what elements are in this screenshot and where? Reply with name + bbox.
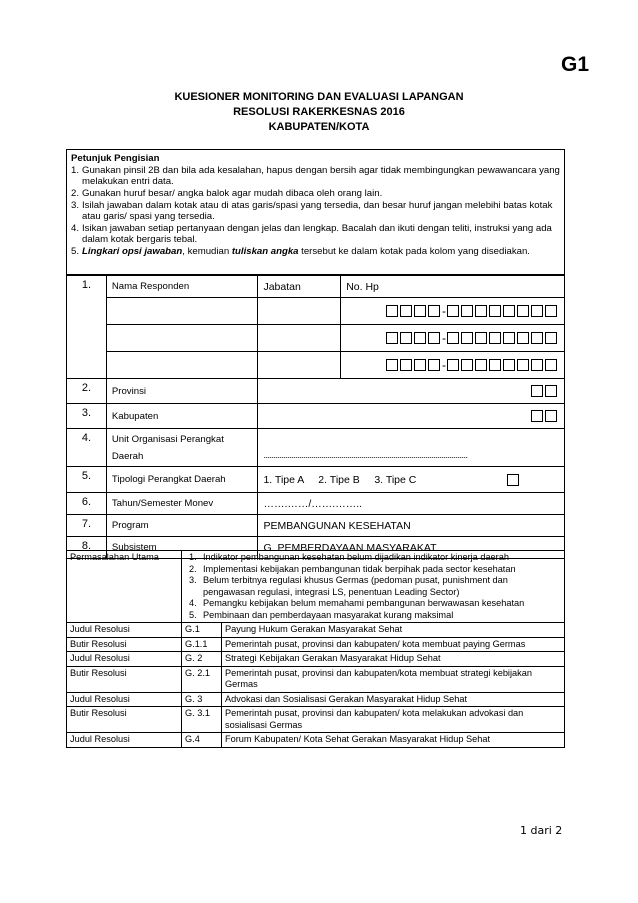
item-number: 2. [189,563,197,574]
tahun-semester-input[interactable]: …….……/…….…….. [258,493,565,515]
phone-dash: - [442,304,446,318]
digit-box[interactable] [545,305,557,317]
digit-box[interactable] [517,332,529,344]
resolution-table [66,550,565,748]
column-header-no-hp: No. Hp [341,276,565,298]
kabupaten-code-boxes[interactable] [258,404,565,429]
field-label-tahun-semester: Tahun/Semester Monev [106,493,258,515]
subsistem-value: G. PEMBERDAYAAN MASYARAKAT [258,537,565,559]
instruction-text-part: , kemudian [182,246,232,257]
item-number: 1. [189,552,197,562]
instructions-box [66,149,565,275]
resolution-label: Judul Resolusi [67,652,182,667]
row-number: 7. [67,515,107,537]
title-line-2: RESOLUSI RAKERKESNAS 2016 [233,106,405,118]
digit-box[interactable] [414,359,426,371]
permasalahan-item [189,564,561,576]
digit-box[interactable] [414,332,426,344]
digit-box[interactable] [447,305,459,317]
provinsi-code-boxes[interactable] [258,379,565,404]
resolution-text: Forum Kabupaten/ Kota Sehat Gerakan Masyarakat Hidup Sehat [222,733,565,748]
digit-box[interactable] [503,305,515,317]
digit-box[interactable] [414,305,426,317]
row-number: 4. [67,429,107,467]
instruction-number: 4. [71,223,80,234]
resolution-label: Butir Resolusi [67,666,182,692]
digit-box[interactable] [489,332,501,344]
digit-box[interactable] [545,359,557,371]
page-code: G1 [561,53,590,76]
digit-box[interactable] [428,305,440,317]
instruction-text: Isikan jawaban setiap pertanyaan dengan jelas dan lengkap. Bacalah dan ikuti dengan teliti, instruksi yang ada dalam kotak bergaris tebal. [82,223,552,245]
digit-box[interactable] [386,359,398,371]
digit-box[interactable] [517,305,529,317]
digit-box[interactable] [400,305,412,317]
resolution-code: G.4 [182,733,222,748]
digit-box[interactable] [428,332,440,344]
resolution-text: Pemerintah pusat, provinsi dan kabupaten/ kota membuat paying Germas [222,637,565,652]
instruction-text: Gunakan huruf besar/ angka balok agar mudah dibaca oleh orang lain. [82,188,383,199]
jabatan-input-2[interactable] [258,325,341,352]
instruction-number: 1. [71,165,80,176]
instruction-item [71,246,560,257]
instruction-text-part: tersebut ke dalam kotak pada kolom yang disediakan. [298,246,530,257]
resolution-label: Judul Resolusi [67,692,182,707]
item-text: Belum terbitnya regulasi khusus Germas (pedoman pusat, punishment dan pengawasan regulasi, integrasi LS, penentuan Leading Sector) [203,575,508,597]
field-label-tipologi: Tipologi Perangkat Daerah [106,467,258,493]
field-label-nama-responden: Nama Responden [106,276,258,298]
digit-box[interactable] [461,332,473,344]
resolution-label: Butir Resolusi [67,707,182,733]
instructions-heading: Petunjuk Pengisian [71,153,160,164]
instruction-emphasis: tuliskan angka [231,246,299,257]
instruction-item [71,223,560,245]
instruction-text [82,246,560,257]
digit-box[interactable] [489,359,501,371]
instruction-item [71,165,560,187]
digit-box[interactable] [447,332,459,344]
digit-box[interactable] [428,359,440,371]
row-number: 5. [67,467,107,493]
tipologi-options-cell [258,467,565,493]
item-text: Indikator pembangunan kesehatan belum dijadikan indikator kinerja daerah [203,552,509,562]
permasalahan-item [189,552,561,564]
column-header-jabatan: Jabatan [258,276,341,298]
phone-boxes-3[interactable] [341,352,565,379]
row-number: 8. [67,537,107,559]
field-label-unit-organisasi: Unit Organisasi Perangkat Daerah [106,429,258,467]
resolution-text: Pemerintah pusat, provinsi dan kabupaten/ kota melakukan advokasi dan sosialisasi Germas [222,707,565,733]
row-number: 3. [67,404,107,429]
permasalahan-item [189,610,561,622]
instruction-text: Isilah jawaban dalam kotak atau di atas garis/spasi yang tersedia, dan besar huruf jangan melebihi batas kotak atau garis/ spasi yang tersedia. [82,200,553,222]
respondent-form-table [66,275,565,559]
resolution-text: Pemerintah pusat, provinsi dan kabupaten/kota membuat strategi kebijakan Germas [222,666,565,692]
document-title [0,90,638,135]
nama-responden-input-2[interactable] [106,325,258,352]
digit-box[interactable] [503,332,515,344]
row-number: 6. [67,493,107,515]
permasalahan-item [189,598,561,610]
page-number: 1 dari 2 [520,824,563,837]
nama-responden-input-3[interactable] [106,352,258,379]
resolution-code: G. 3 [182,692,222,707]
program-value: PEMBANGUNAN KESEHATAN [258,515,565,537]
item-number: 5. [189,609,197,620]
resolution-code: G. 2 [182,652,222,667]
phone-dash: - [442,358,446,372]
jabatan-input-1[interactable] [258,298,341,325]
digit-box[interactable] [517,359,529,371]
resolution-label: Butir Resolusi [67,637,182,652]
item-text: Pemangku kebijakan belum memahami pembangunan berwawasan kesehatan [203,598,525,608]
digit-box[interactable] [475,332,487,344]
resolution-label: Judul Resolusi [67,733,182,748]
phone-dash: - [442,331,446,345]
digit-box[interactable] [545,332,557,344]
instruction-emphasis: Lingkari opsi jawaban [82,246,183,257]
field-label-subsistem: Subsistem [106,537,258,559]
digit-box[interactable] [461,359,473,371]
digit-box[interactable] [386,305,398,317]
row-number: 2. [67,379,107,404]
digit-box[interactable] [489,305,501,317]
unit-organisasi-input[interactable]: ...................................................................................................... [258,429,565,467]
resolution-text: Payung Hukum Gerakan Masyarakat Sehat [222,623,565,638]
digit-box[interactable] [545,385,557,397]
phone-boxes-1[interactable] [341,298,565,325]
digit-box[interactable] [531,332,543,344]
instruction-text: Gunakan pinsil 2B dan bila ada kesalahan, hapus dengan bersih agar tidak membingungkan pewawancara yang melakukan entri data. [82,165,560,187]
digit-box[interactable] [447,359,459,371]
phone-boxes-2[interactable] [341,325,565,352]
field-label-kabupaten: Kabupaten [106,404,258,429]
instruction-number: 2. [71,188,80,199]
permasalahan-item [189,575,561,598]
digit-box[interactable] [531,359,543,371]
title-line-1: KUESIONER MONITORING DAN EVALUASI LAPANGAN [174,91,464,103]
resolution-code: G. 3.1 [182,707,222,733]
digit-box[interactable] [503,359,515,371]
instruction-item [71,200,560,222]
item-text: Implementasi kebijakan pembangunan tidak berpihak pada sector kesehatan [203,563,516,574]
digit-box[interactable] [400,332,412,344]
digit-box[interactable] [461,305,473,317]
nama-responden-input-1[interactable] [106,298,258,325]
title-line-3: KABUPATEN/KOTA [268,121,370,133]
digit-box[interactable] [475,305,487,317]
tipologi-answer-box[interactable] [507,474,519,486]
permasalahan-label: Permasalahan Utama [67,551,182,623]
instruction-number: 3. [71,200,80,211]
resolution-code: G. 2.1 [182,666,222,692]
digit-box[interactable] [531,410,543,422]
resolution-code: G.1.1 [182,637,222,652]
digit-box[interactable] [545,410,557,422]
item-number: 3. [189,575,197,585]
resolution-label: Judul Resolusi [67,623,182,638]
tipologi-options[interactable]: 1. Tipe A 2. Tipe B 3. Tipe C [263,473,417,486]
field-label-provinsi: Provinsi [106,379,258,404]
resolution-text: Advokasi dan Sosialisasi Gerakan Masyarakat Hidup Sehat [222,692,565,707]
instruction-item [71,188,560,199]
digit-box[interactable] [531,385,543,397]
jabatan-input-3[interactable] [258,352,341,379]
instruction-number: 5. [71,246,80,257]
digit-box[interactable] [475,359,487,371]
item-number: 4. [189,598,197,608]
digit-box[interactable] [386,332,398,344]
item-text: Pembinaan dan pemberdayaan masyarakat kurang maksimal [203,609,454,620]
row-number: 1. [67,276,107,379]
resolution-text: Strategi Kebijakan Gerakan Masyarakat Hidup Sehat [222,652,565,667]
digit-box[interactable] [400,359,412,371]
permasalahan-list [182,551,565,623]
digit-box[interactable] [531,305,543,317]
field-label-program: Program [106,515,258,537]
resolution-code: G.1 [182,623,222,638]
